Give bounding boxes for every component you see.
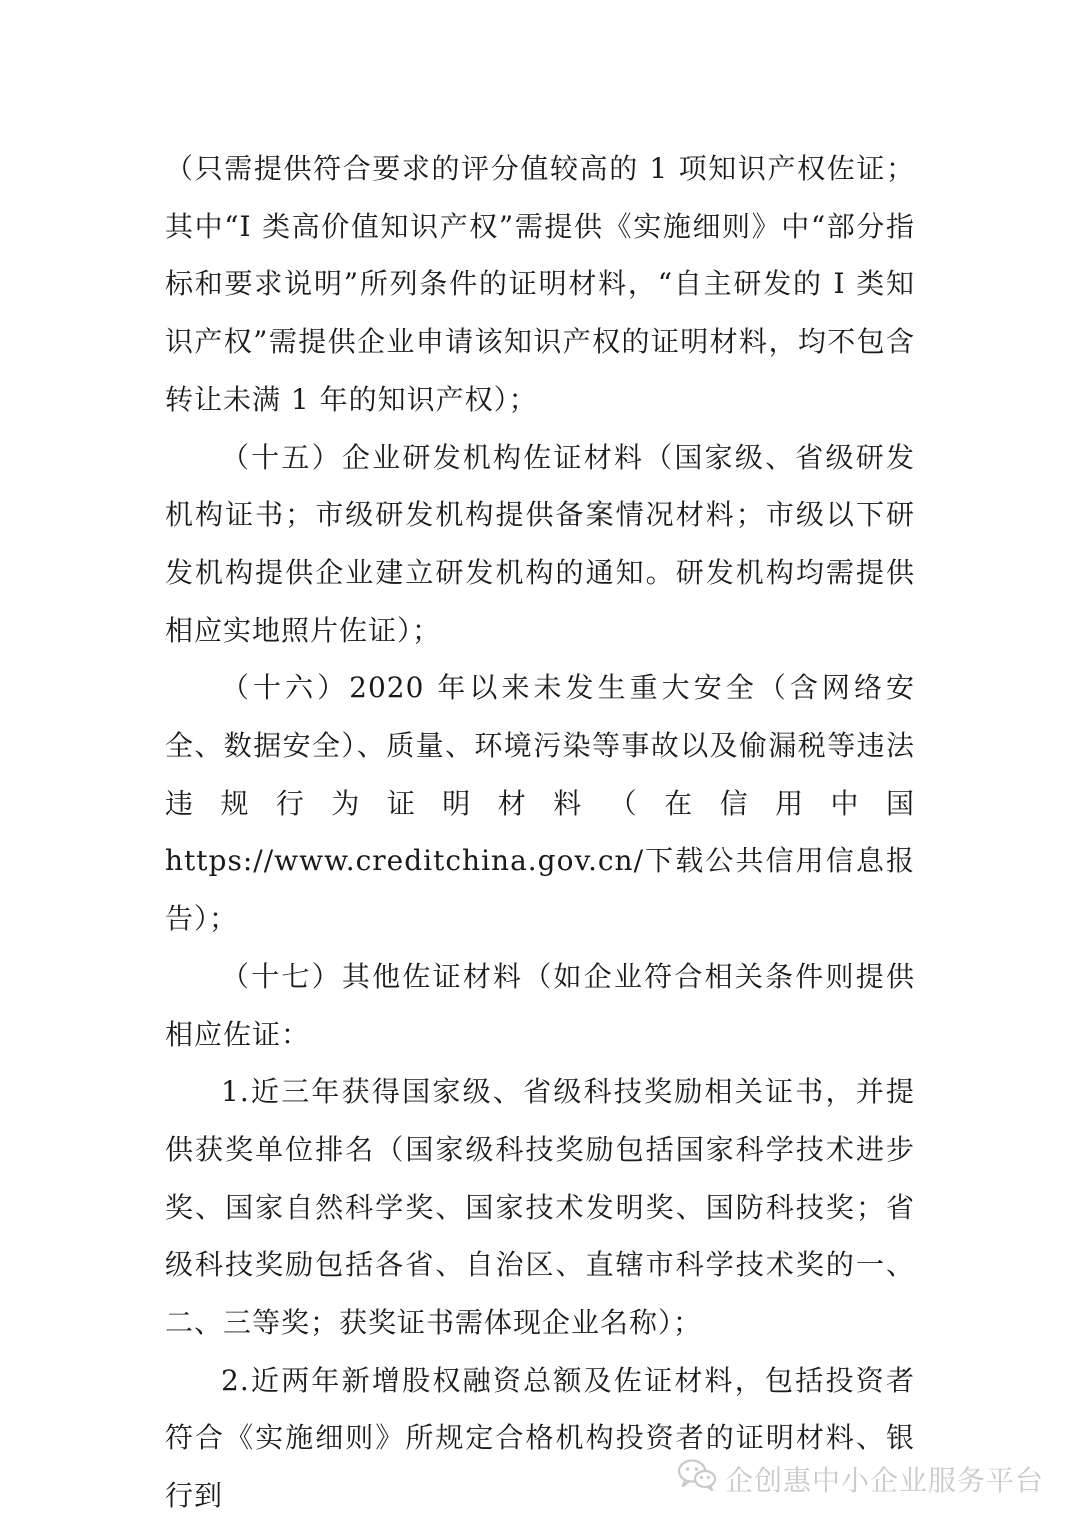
paragraph-ip-evidence: （只需提供符合要求的评分值较高的 1 项知识产权佐证；其中“I 类高价值知识产权”需提供《实施细则》中“部分指标和要求说明”所列条件的证明材料，“自主研发的 I 类知识产权”需提供企业申请该知识产权的证明材料，均不包含转让未满 1 年的知识产权）； bbox=[165, 152, 915, 416]
paragraph-item-2-equity-financing: 2.近两年新增股权融资总额及佐证材料，包括投资者符合《实施细则》所规定合格机构投资者的证明材料、银行到 bbox=[165, 1363, 915, 1513]
paragraph-17-other-evidence: （十七）其他佐证材料（如企业符合相关条件则提供相应佐证： bbox=[165, 959, 915, 1051]
paragraph-16-no-violation: （十六）2020 年以来未发生重大安全（含网络安全、数据安全）、质量、环境污染等事故以及偷漏税等违法违规行为证明材料（在信用中国 https://www.creditchina.gov.cn/下载公共信用信息报告）； bbox=[165, 671, 915, 936]
watermark-text: 企创惠中小企业服务平台 bbox=[724, 1463, 1044, 1497]
document-body bbox=[165, 140, 915, 1525]
watermark bbox=[677, 1458, 1044, 1499]
wechat-icon bbox=[677, 1458, 717, 1499]
paragraph-15-rd-institution: （十五）企业研发机构佐证材料（国家级、省级研发机构证书；市级研发机构提供备案情况材料；市级以下研发机构提供企业建立研发机构的通知。研发机构均需提供相应实地照片佐证）； bbox=[165, 440, 915, 647]
paragraph-item-1-awards: 1.近三年获得国家级、省级科技奖励相关证书，并提供获奖单位排名（国家级科技奖励包括国家科学技术进步奖、国家自然科学奖、国家技术发明奖、国防科技奖；省级科技奖励包括各省、自治区、直辖市科学技术奖的一、二、三等奖；获奖证书需体现企业名称）； bbox=[165, 1075, 915, 1340]
